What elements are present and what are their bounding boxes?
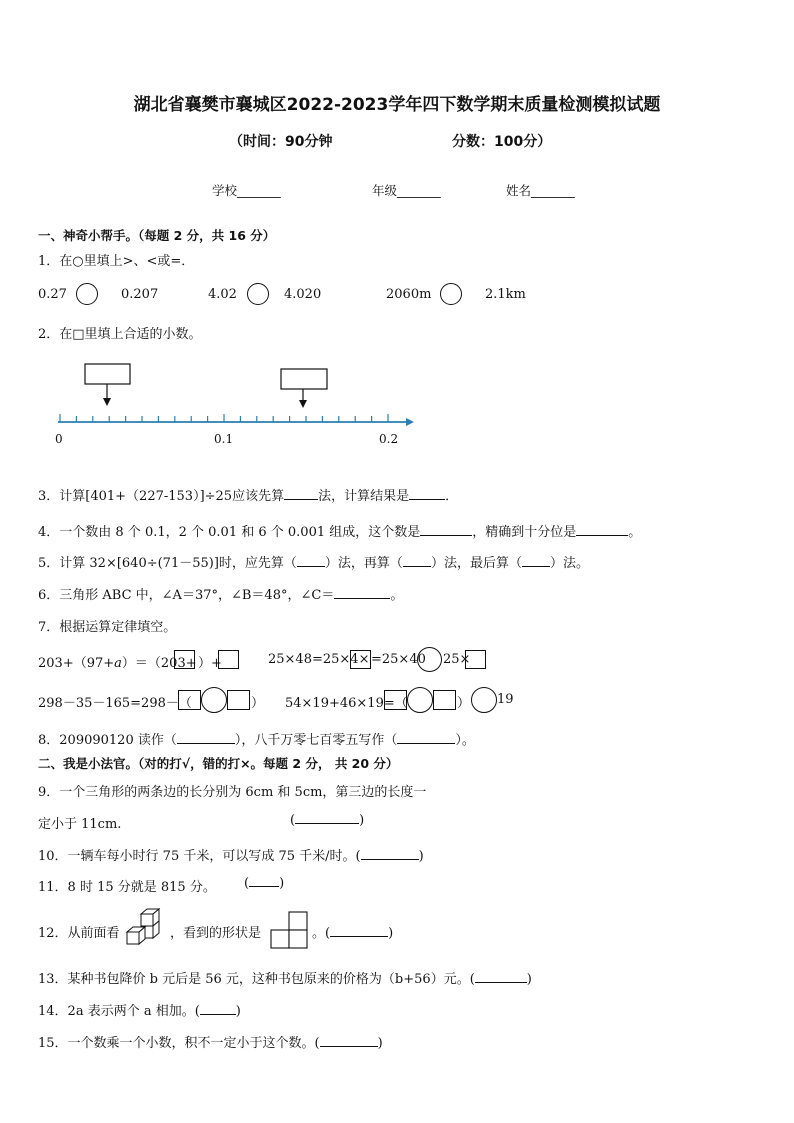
- answer-box[interactable]: [384, 690, 407, 710]
- answer-box: [281, 369, 327, 389]
- q7-r1-d: 25×48=25×4×: [268, 652, 370, 667]
- q7-r2-c: 54×19+46×19=（: [285, 696, 408, 711]
- tick-label: 0.2: [379, 432, 399, 446]
- q2-text: 2．在□里填上合适的小数。: [38, 327, 202, 342]
- answer-blank[interactable]: [330, 936, 388, 937]
- q9-line1: 9．一个三角形的两条边的长分别为 6cm 和 5cm，第三边的长度一: [38, 785, 427, 800]
- answer-blank[interactable]: [576, 535, 628, 536]
- answer-blank[interactable]: [320, 1046, 378, 1047]
- page-title: 湖北省襄樊市襄城区2022-2023学年四下数学期末质量检测模拟试题: [133, 95, 661, 115]
- answer-box[interactable]: [218, 650, 239, 669]
- q1-item: 4.02: [208, 287, 237, 302]
- tick-label: 0: [55, 432, 63, 446]
- exam-score: 分数：100分）: [452, 134, 552, 150]
- q11-answer: ( ): [244, 876, 285, 891]
- q7-r2-a: 298－35－165=298－（: [38, 696, 192, 711]
- q13: 13．某种书包降价 b 元后是 56 元，这种书包原来的价格为（b+56）元。( ): [38, 972, 532, 987]
- q4: 4．一个数由 8 个 0.1，2 个 0.01 和 6 个 0.001 组成，这个数是 ，精确到十分位是 。: [38, 525, 642, 540]
- q9-line2: 定小于 11cm.: [38, 817, 122, 832]
- q6: 6．三角形 ABC 中，∠A＝37°，∠B＝48°，∠C＝ 。: [38, 588, 404, 603]
- answer-box: [85, 364, 130, 384]
- answer-blank[interactable]: [409, 499, 445, 500]
- operator-circle[interactable]: [471, 687, 497, 713]
- q8: 8．209090120 读作（ ），八千万零七百零五写作（ ）。: [38, 733, 475, 748]
- compare-circle[interactable]: [247, 283, 269, 305]
- q7-r2-b: ）: [251, 696, 265, 711]
- answer-box[interactable]: [465, 650, 486, 669]
- answer-blank[interactable]: [361, 859, 419, 860]
- q9-answer: ( ): [290, 813, 365, 828]
- operator-circle[interactable]: [201, 687, 227, 713]
- answer-blank[interactable]: [284, 499, 318, 500]
- q7-r1-a: 203+（97+a）＝（203+: [38, 656, 197, 671]
- answer-box[interactable]: [174, 650, 195, 669]
- answer-box[interactable]: [350, 650, 371, 669]
- answer-box[interactable]: [178, 690, 201, 710]
- q5: 5．计算 32×[640÷(71－55)]时，应先算（ ）法，再算（ ）法，最后算（ ）法。: [38, 556, 589, 571]
- q7-r1-f: 25×: [443, 652, 471, 667]
- q1-text: 1．在○里填上>、<或=．: [38, 254, 195, 269]
- answer-blank[interactable]: [334, 598, 390, 599]
- school-field[interactable]: 学校_______: [212, 183, 281, 198]
- answer-blank[interactable]: [420, 535, 472, 536]
- answer-blank[interactable]: [177, 743, 235, 744]
- name-field[interactable]: 姓名_______: [506, 183, 575, 198]
- q7-r1-e: =25×40: [371, 652, 426, 667]
- q12-answer: 。( ): [312, 926, 394, 941]
- tick-label: 0.1: [214, 432, 234, 446]
- operator-circle[interactable]: [417, 647, 442, 672]
- grade-field[interactable]: 年级_______: [372, 183, 441, 198]
- q3: 3．计算[401+（227-153）]÷25应该先算 法，计算结果是 ．: [38, 489, 459, 504]
- section1-heading: 一、神奇小帮手。（每题 2 分，共 16 分）: [38, 228, 276, 243]
- q12-b: ，看到的形状是: [170, 926, 262, 941]
- operator-circle[interactable]: [407, 687, 433, 713]
- q1-item: 2060m: [386, 287, 432, 302]
- answer-blank[interactable]: [522, 566, 550, 567]
- q10: 10．一辆车每小时行 75 千米，可以写成 75 千米/时。( ): [38, 849, 424, 864]
- arrow-down-icon: [103, 398, 111, 406]
- answer-box[interactable]: [433, 690, 456, 710]
- answer-blank[interactable]: [295, 823, 359, 824]
- front-view-shape: [270, 911, 310, 949]
- q14: 14．2a 表示两个 a 相加。( ): [38, 1004, 241, 1019]
- q1-item: 0.207: [121, 287, 159, 302]
- q1-item: 2.1km: [485, 287, 526, 302]
- q1-item: 4.020: [284, 287, 322, 302]
- q7-r1-c: ）+: [198, 656, 222, 671]
- answer-box[interactable]: [227, 690, 250, 710]
- answer-blank[interactable]: [249, 886, 279, 887]
- cube-stack-icon: [124, 908, 164, 948]
- compare-circle[interactable]: [440, 283, 462, 305]
- answer-blank[interactable]: [403, 566, 431, 567]
- answer-blank[interactable]: [475, 982, 527, 983]
- exam-time: （时间：90分钟: [229, 134, 333, 150]
- q1-item: 0.27: [38, 287, 67, 302]
- compare-circle[interactable]: [76, 283, 98, 305]
- q7-text: 7．根据运算定律填空。: [38, 620, 177, 635]
- section2-heading: 二、我是小法官。（对的打√，错的打×。每题 2 分， 共 20 分）: [38, 756, 399, 771]
- q11: 11．8 时 15 分就是 815 分。: [38, 880, 216, 895]
- q15: 15．一个数乘一个小数，积不一定小于这个数。( ): [38, 1036, 383, 1051]
- number-line: [50, 358, 420, 453]
- answer-blank[interactable]: [297, 566, 325, 567]
- answer-blank[interactable]: [200, 1014, 236, 1015]
- q7-r2-d: ）: [457, 696, 471, 711]
- arrow-down-icon: [299, 400, 307, 408]
- q7-r2-e: 19: [497, 692, 514, 707]
- q12-a: 12．从前面看: [38, 926, 120, 941]
- answer-blank[interactable]: [397, 743, 455, 744]
- axis-arrow-icon: [406, 418, 414, 426]
